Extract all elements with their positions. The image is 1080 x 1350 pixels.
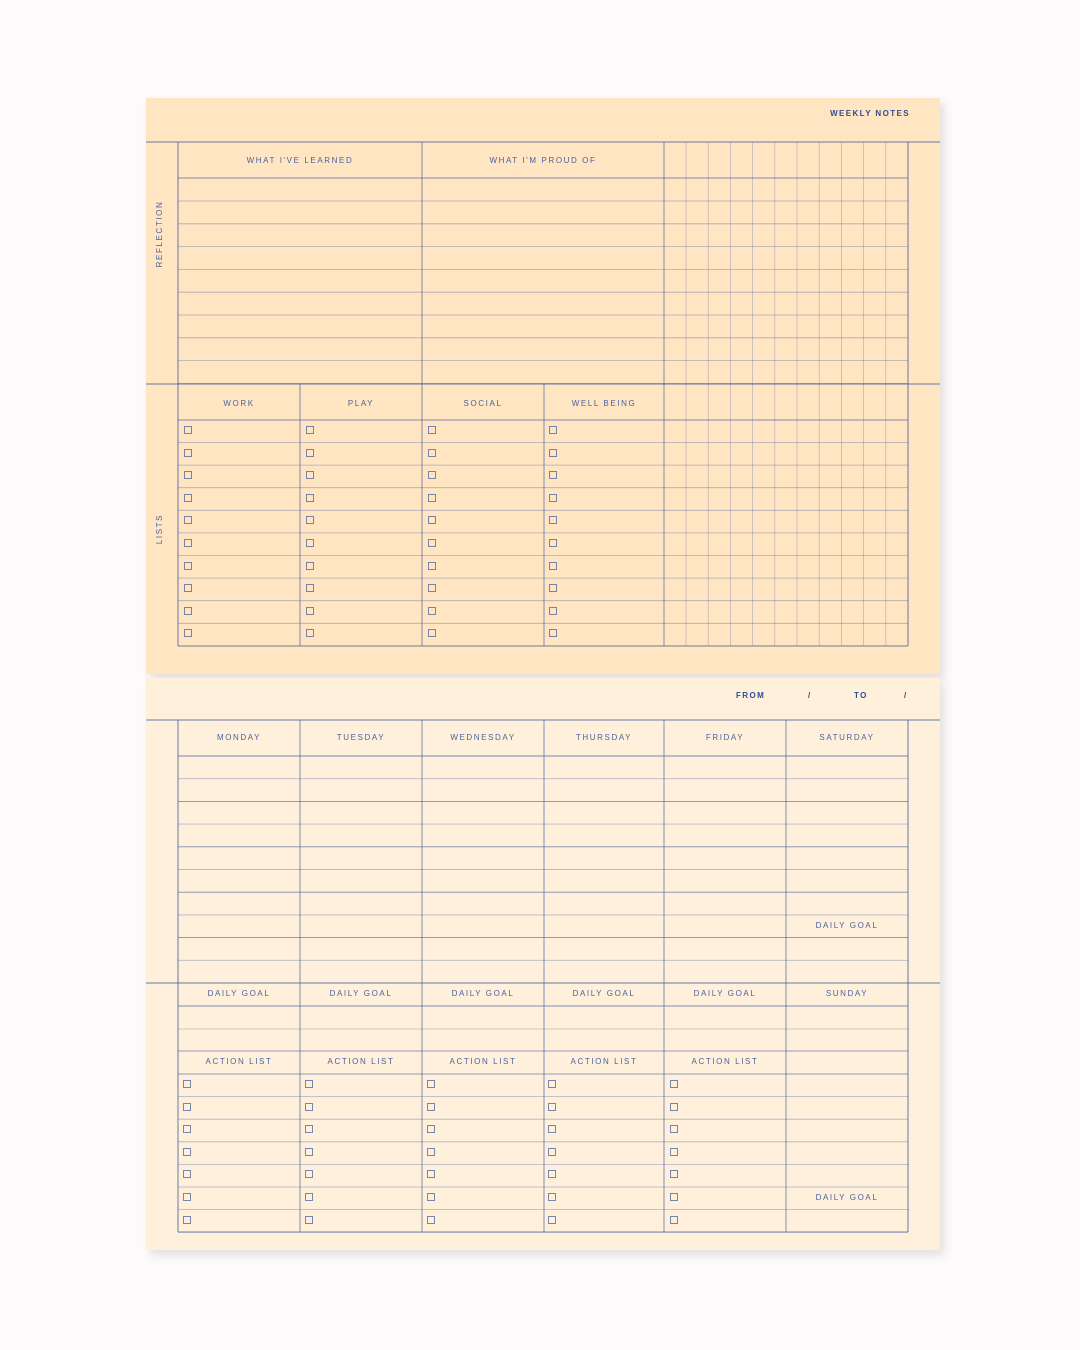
action-checkbox[interactable] — [548, 1103, 556, 1111]
list-checkbox[interactable] — [549, 562, 557, 570]
daily-goal-header-wednesday: DAILY GOAL — [451, 989, 515, 998]
play-column-header: PLAY — [347, 399, 375, 408]
list-checkbox[interactable] — [428, 607, 436, 615]
list-checkbox[interactable] — [184, 629, 192, 637]
list-checkbox[interactable] — [306, 494, 314, 502]
day-header-thursday: THURSDAY — [575, 733, 633, 742]
action-checkbox[interactable] — [305, 1103, 313, 1111]
action-checkbox[interactable] — [548, 1080, 556, 1088]
proud-column-header: WHAT I'M PROUD OF — [489, 156, 597, 165]
list-checkbox[interactable] — [306, 562, 314, 570]
action-checkbox[interactable] — [670, 1125, 678, 1133]
action-checkbox[interactable] — [548, 1170, 556, 1178]
action-list-header-thursday: ACTION LIST — [570, 1057, 638, 1066]
action-checkbox[interactable] — [548, 1148, 556, 1156]
action-checkbox[interactable] — [305, 1193, 313, 1201]
action-checkbox[interactable] — [548, 1125, 556, 1133]
action-checkbox[interactable] — [427, 1148, 435, 1156]
action-checkbox[interactable] — [427, 1193, 435, 1201]
list-checkbox[interactable] — [184, 426, 192, 434]
day-header-wednesday: WEDNESDAY — [450, 733, 516, 742]
action-checkbox[interactable] — [427, 1125, 435, 1133]
lists-section-label: LISTS — [155, 513, 164, 545]
daily-goal-header-thursday: DAILY GOAL — [572, 989, 636, 998]
action-checkbox[interactable] — [427, 1080, 435, 1088]
list-checkbox[interactable] — [184, 516, 192, 524]
from-date-separator: / — [808, 691, 812, 700]
list-checkbox[interactable] — [428, 629, 436, 637]
list-checkbox[interactable] — [184, 471, 192, 479]
list-checkbox[interactable] — [306, 629, 314, 637]
list-checkbox[interactable] — [428, 449, 436, 457]
action-checkbox[interactable] — [548, 1193, 556, 1201]
list-checkbox[interactable] — [306, 426, 314, 434]
list-checkbox[interactable] — [428, 426, 436, 434]
list-checkbox[interactable] — [428, 584, 436, 592]
action-list-header-wednesday: ACTION LIST — [449, 1057, 517, 1066]
action-checkbox[interactable] — [183, 1125, 191, 1133]
list-checkbox[interactable] — [549, 471, 557, 479]
list-checkbox[interactable] — [428, 516, 436, 524]
action-checkbox[interactable] — [427, 1216, 435, 1224]
from-label: FROM — [736, 691, 766, 700]
action-checkbox[interactable] — [670, 1103, 678, 1111]
list-checkbox[interactable] — [306, 607, 314, 615]
list-checkbox[interactable] — [428, 494, 436, 502]
day-header-monday: MONDAY — [216, 733, 262, 742]
list-checkbox[interactable] — [549, 516, 557, 524]
day-header-sunday: SUNDAY — [825, 989, 869, 998]
daily-goal-header-friday: DAILY GOAL — [693, 989, 757, 998]
list-checkbox[interactable] — [549, 539, 557, 547]
list-checkbox[interactable] — [549, 607, 557, 615]
list-checkbox[interactable] — [306, 584, 314, 592]
well-being-column-header: WELL BEING — [571, 399, 637, 408]
learned-column-header: WHAT I'VE LEARNED — [246, 156, 354, 165]
list-checkbox[interactable] — [549, 584, 557, 592]
list-checkbox[interactable] — [306, 516, 314, 524]
daily-goal-header-tuesday: DAILY GOAL — [329, 989, 393, 998]
list-checkbox[interactable] — [184, 562, 192, 570]
list-checkbox[interactable] — [306, 449, 314, 457]
action-checkbox[interactable] — [183, 1170, 191, 1178]
to-date-separator: / — [904, 691, 908, 700]
list-checkbox[interactable] — [549, 629, 557, 637]
daily-goal-header-monday: DAILY GOAL — [207, 989, 271, 998]
list-checkbox[interactable] — [306, 471, 314, 479]
weekly-notes-sheet — [146, 98, 940, 674]
list-checkbox[interactable] — [184, 449, 192, 457]
list-checkbox[interactable] — [549, 494, 557, 502]
action-checkbox[interactable] — [670, 1080, 678, 1088]
work-column-header: WORK — [223, 399, 255, 408]
action-checkbox[interactable] — [427, 1170, 435, 1178]
action-list-header-monday: ACTION LIST — [205, 1057, 273, 1066]
action-checkbox[interactable] — [305, 1148, 313, 1156]
day-header-tuesday: TUESDAY — [336, 733, 386, 742]
action-checkbox[interactable] — [670, 1170, 678, 1178]
list-checkbox[interactable] — [428, 471, 436, 479]
action-checkbox[interactable] — [670, 1216, 678, 1224]
action-checkbox[interactable] — [183, 1080, 191, 1088]
weekly-plan-sheet — [146, 678, 940, 1250]
list-checkbox[interactable] — [184, 494, 192, 502]
to-label: TO — [854, 691, 868, 700]
weekly-notes-grid — [146, 98, 940, 674]
list-checkbox[interactable] — [549, 449, 557, 457]
day-header-friday: FRIDAY — [705, 733, 745, 742]
action-list-header-friday: ACTION LIST — [691, 1057, 759, 1066]
action-checkbox[interactable] — [183, 1148, 191, 1156]
action-checkbox[interactable] — [183, 1216, 191, 1224]
list-checkbox[interactable] — [428, 562, 436, 570]
list-checkbox[interactable] — [306, 539, 314, 547]
list-checkbox[interactable] — [184, 607, 192, 615]
list-checkbox[interactable] — [549, 426, 557, 434]
sunday-daily-goal-label: DAILY GOAL — [815, 1193, 879, 1202]
reflection-section-label: REFLECTION — [155, 200, 164, 268]
action-checkbox[interactable] — [670, 1193, 678, 1201]
action-checkbox[interactable] — [305, 1080, 313, 1088]
action-list-header-tuesday: ACTION LIST — [327, 1057, 395, 1066]
saturday-daily-goal-label: DAILY GOAL — [815, 921, 879, 930]
action-checkbox[interactable] — [427, 1103, 435, 1111]
action-checkbox[interactable] — [305, 1125, 313, 1133]
weekly-notes-title: WEEKLY NOTES — [830, 109, 910, 118]
list-checkbox[interactable] — [428, 539, 436, 547]
action-checkbox[interactable] — [548, 1216, 556, 1224]
action-checkbox[interactable] — [183, 1193, 191, 1201]
action-checkbox[interactable] — [183, 1103, 191, 1111]
social-column-header: SOCIAL — [463, 399, 503, 408]
day-header-saturday: SATURDAY — [819, 733, 875, 742]
action-checkbox[interactable] — [670, 1148, 678, 1156]
list-checkbox[interactable] — [184, 584, 192, 592]
weekly-plan-grid — [146, 678, 940, 1250]
list-checkbox[interactable] — [184, 539, 192, 547]
action-checkbox[interactable] — [305, 1216, 313, 1224]
action-checkbox[interactable] — [305, 1170, 313, 1178]
